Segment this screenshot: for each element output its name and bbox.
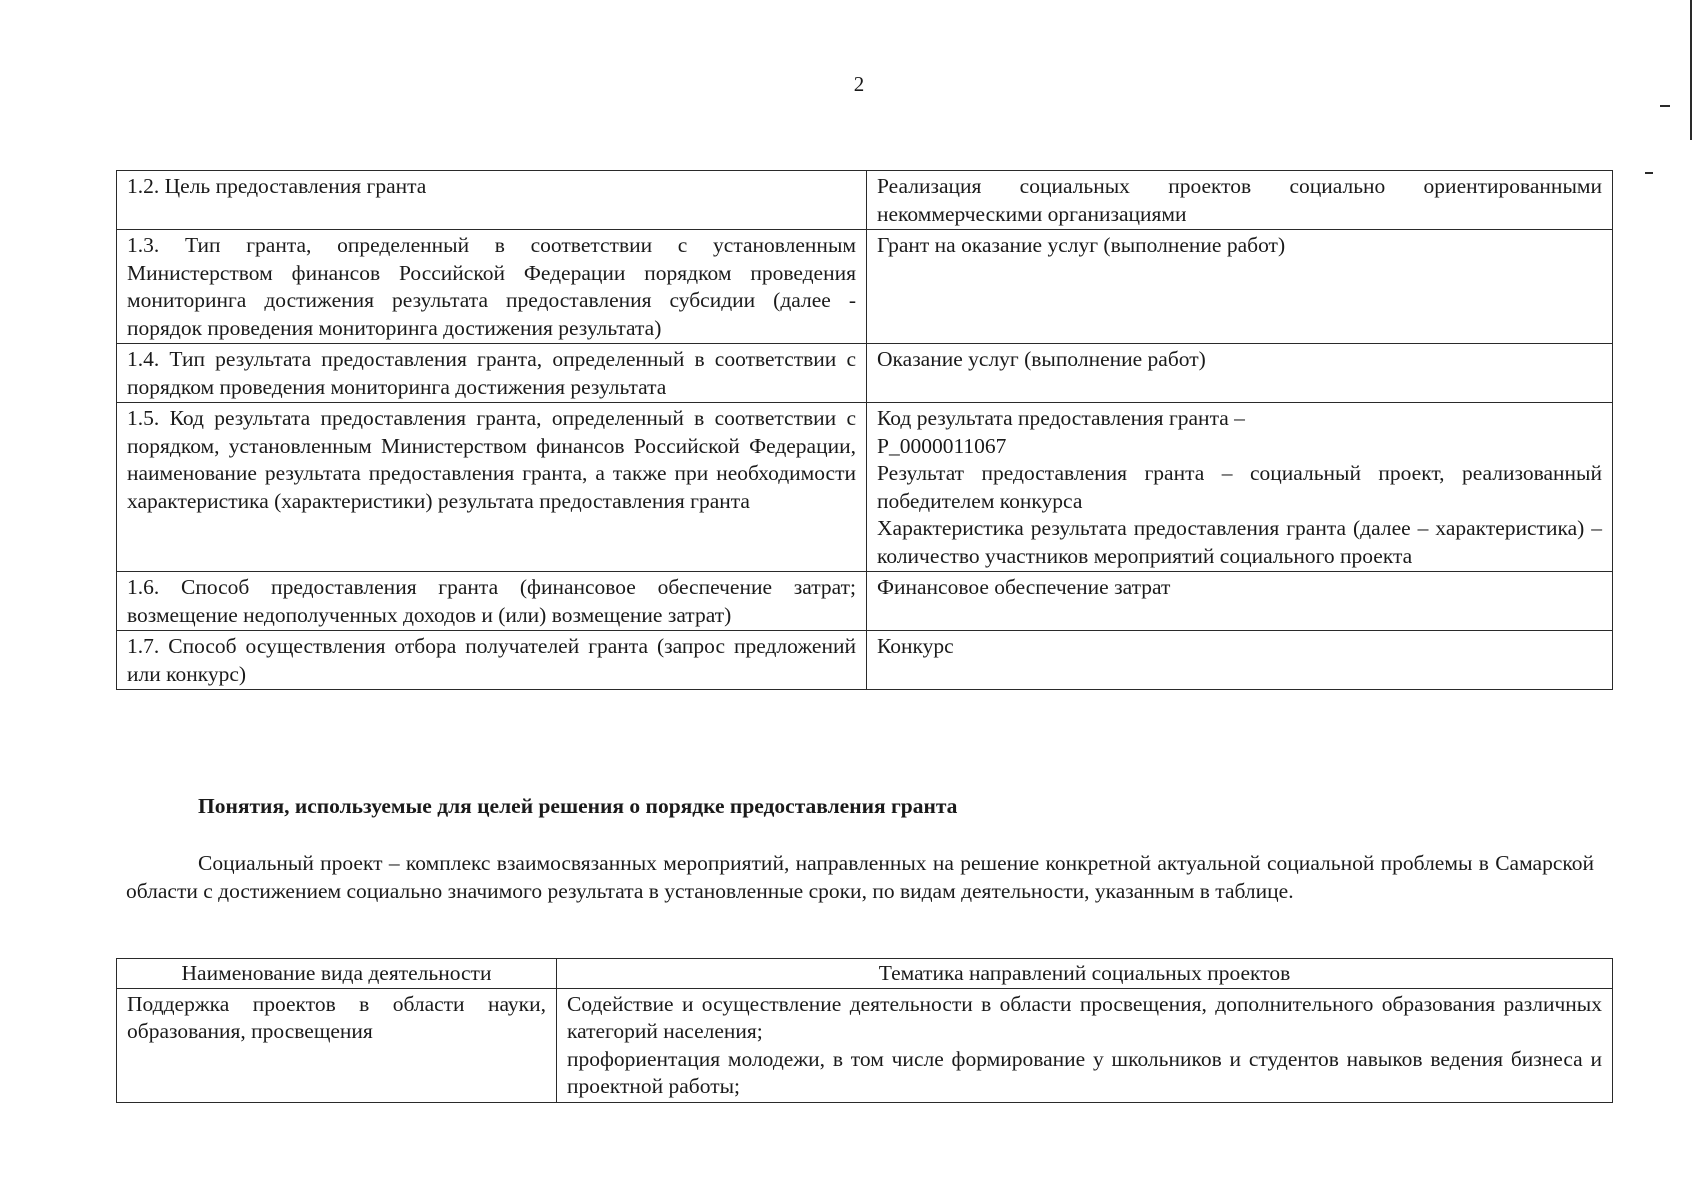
table-row — [117, 171, 1613, 230]
scan-mark — [1660, 105, 1670, 107]
activity-name: Поддержка проектов в области науки, образования, просвещения — [117, 988, 557, 1102]
table-row — [117, 572, 1613, 631]
value-line: Реализация социальных проектов социально ориентированными некоммерческими организациями — [877, 174, 1602, 226]
section-heading: Понятия, используемые для целей решения о порядке предоставления гранта — [198, 794, 958, 818]
row-value — [867, 171, 1613, 230]
row-value — [867, 631, 1613, 690]
table-row — [117, 344, 1613, 403]
table-row — [117, 230, 1613, 344]
row-value — [867, 572, 1613, 631]
activity-topics — [557, 988, 1613, 1102]
table-header-row — [117, 959, 1613, 989]
definition-paragraph: Социальный проект – комплекс взаимосвязанных мероприятий, направленных на решение конкретной актуальной социальной проблемы в Самарской области с достижением социально значимого результата в установленные сроки, по видам деятельности, указанным в таблице. — [126, 851, 1594, 903]
value-line: Грант на оказание услуг (выполнение работ) — [877, 233, 1286, 257]
table-row — [117, 631, 1613, 690]
value-line: Характеристика результата предоставления гранта (далее – характеристика) – количество участников мероприятий социального проекта — [877, 516, 1602, 568]
scan-mark — [1645, 172, 1653, 174]
row-value — [867, 230, 1613, 344]
page-number: 2 — [853, 72, 865, 96]
value-line: Финансовое обеспечение затрат — [877, 575, 1171, 599]
row-label: 1.4. Тип результата предоставления гранта, определенный в соответствии с порядком проведения мониторинга достижения результата — [117, 344, 867, 403]
row-label: 1.3. Тип гранта, определенный в соответствии с установленным Министерством финансов Российской Федерации порядком проведения мониторинга достижения результата предоставления субсидии (далее - порядок проведения мониторинга достижения результата) — [117, 230, 867, 344]
value-line: Оказание услуг (выполнение работ) — [877, 347, 1206, 371]
result-code: P_0000011067 — [877, 433, 1007, 458]
topic-line: профориентация молодежи, в том числе формирование у школьников и студентов навыков ведения бизнеса и проектной работы; — [567, 1046, 1602, 1098]
row-value — [867, 344, 1613, 403]
value-line: Конкурс — [877, 634, 954, 658]
row-value — [867, 403, 1613, 572]
value-line: Результат предоставления гранта – социальный проект, реализованный победителем конкурса — [877, 461, 1602, 513]
scan-mark — [1690, 0, 1692, 140]
table-row — [117, 403, 1613, 572]
row-label: 1.5. Код результата предоставления гранта, определенный в соответствии с порядком, установленным Министерством финансов Российской Федерации, наименование результата предоставления гранта, а также при необходимости характеристика (характеристики) результата предоставления гранта — [117, 403, 867, 572]
row-label: 1.7. Способ осуществления отбора получателей гранта (запрос предложений или конкурс) — [117, 631, 867, 690]
topic-line: Содействие и осуществление деятельности в области просвещения, дополнительного образования различных категорий населения; — [567, 991, 1602, 1043]
column-header: Тематика направлений социальных проектов — [557, 959, 1613, 989]
table-row — [117, 988, 1613, 1102]
column-header: Наименование вида деятельности — [117, 959, 557, 989]
row-label: 1.2. Цель предоставления гранта — [117, 171, 867, 230]
grant-parameters-table — [116, 170, 1613, 690]
value-line: Код результата предоставления гранта – — [877, 406, 1245, 430]
activities-table — [116, 958, 1613, 1103]
row-label: 1.6. Способ предоставления гранта (финансовое обеспечение затрат; возмещение недополученных доходов и (или) возмещение затрат) — [117, 572, 867, 631]
